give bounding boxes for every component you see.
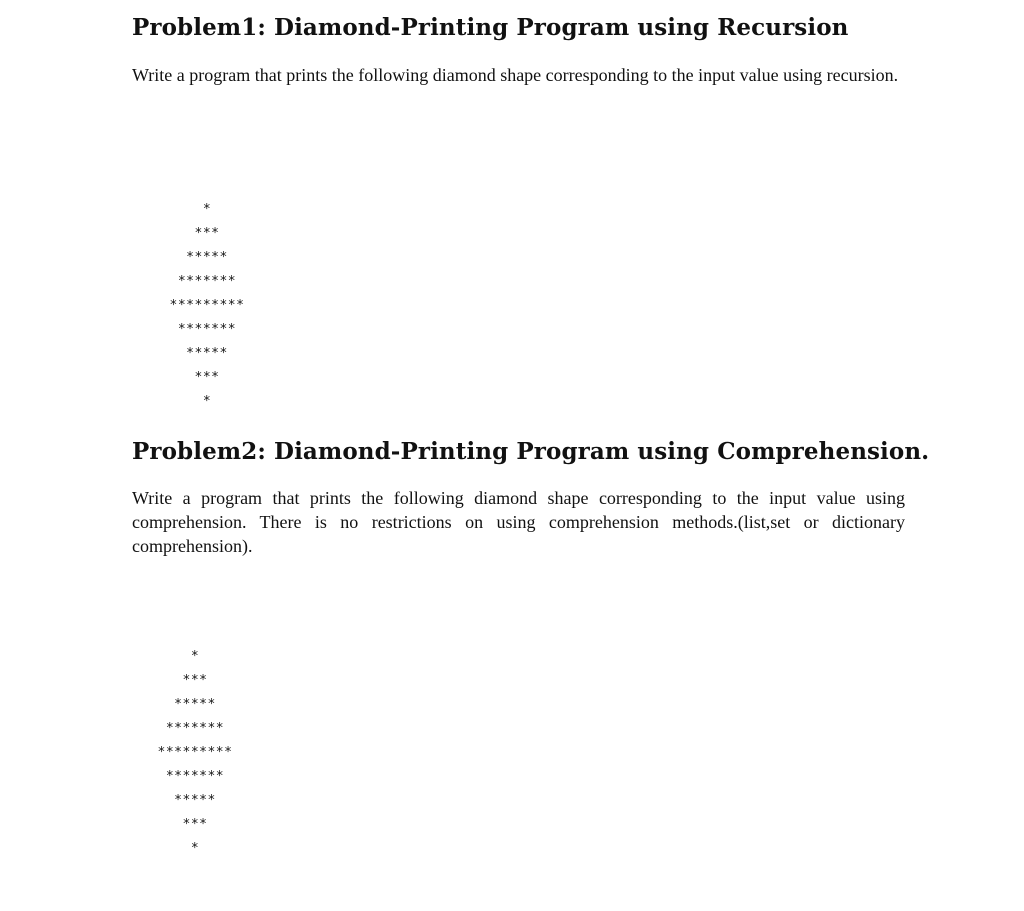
diamond-row: * — [190, 649, 200, 664]
diamond-row: *** — [182, 817, 208, 832]
diamond-row: * — [202, 394, 212, 409]
problem2-diamond — [115, 645, 275, 861]
problem1-diamond — [127, 198, 287, 414]
diamond-row: ***** — [186, 346, 228, 361]
problem1-title: Problem1: Diamond-Printing Program using Recursion — [132, 14, 849, 41]
diamond-row: *** — [182, 673, 208, 688]
diamond-row: ******* — [165, 721, 225, 736]
diamond-row: ******* — [165, 769, 225, 784]
diamond-row: * — [202, 202, 212, 217]
diamond-row: *** — [194, 226, 220, 241]
diamond-row: ***** — [174, 793, 216, 808]
diamond-row: *** — [194, 370, 220, 385]
diamond-row: ***** — [186, 250, 228, 265]
diamond-row: ******* — [177, 274, 237, 289]
diamond-row: ******* — [177, 322, 237, 337]
problem2-description: Write a program that prints the following diamond shape corresponding to the input value using comprehension. There is no restrictions on using comprehension methods.(list,set or dictionary comprehension). — [132, 488, 905, 556]
diamond-row: ********* — [169, 298, 245, 313]
problem1-description: Write a program that prints the following diamond shape corresponding to the input value using recursion. — [132, 65, 899, 85]
diamond-row: ***** — [174, 697, 216, 712]
problem2-title: Problem2: Diamond-Printing Program using Comprehension. — [132, 438, 930, 465]
diamond-row: * — [190, 841, 200, 856]
diamond-row: ********* — [157, 745, 233, 760]
